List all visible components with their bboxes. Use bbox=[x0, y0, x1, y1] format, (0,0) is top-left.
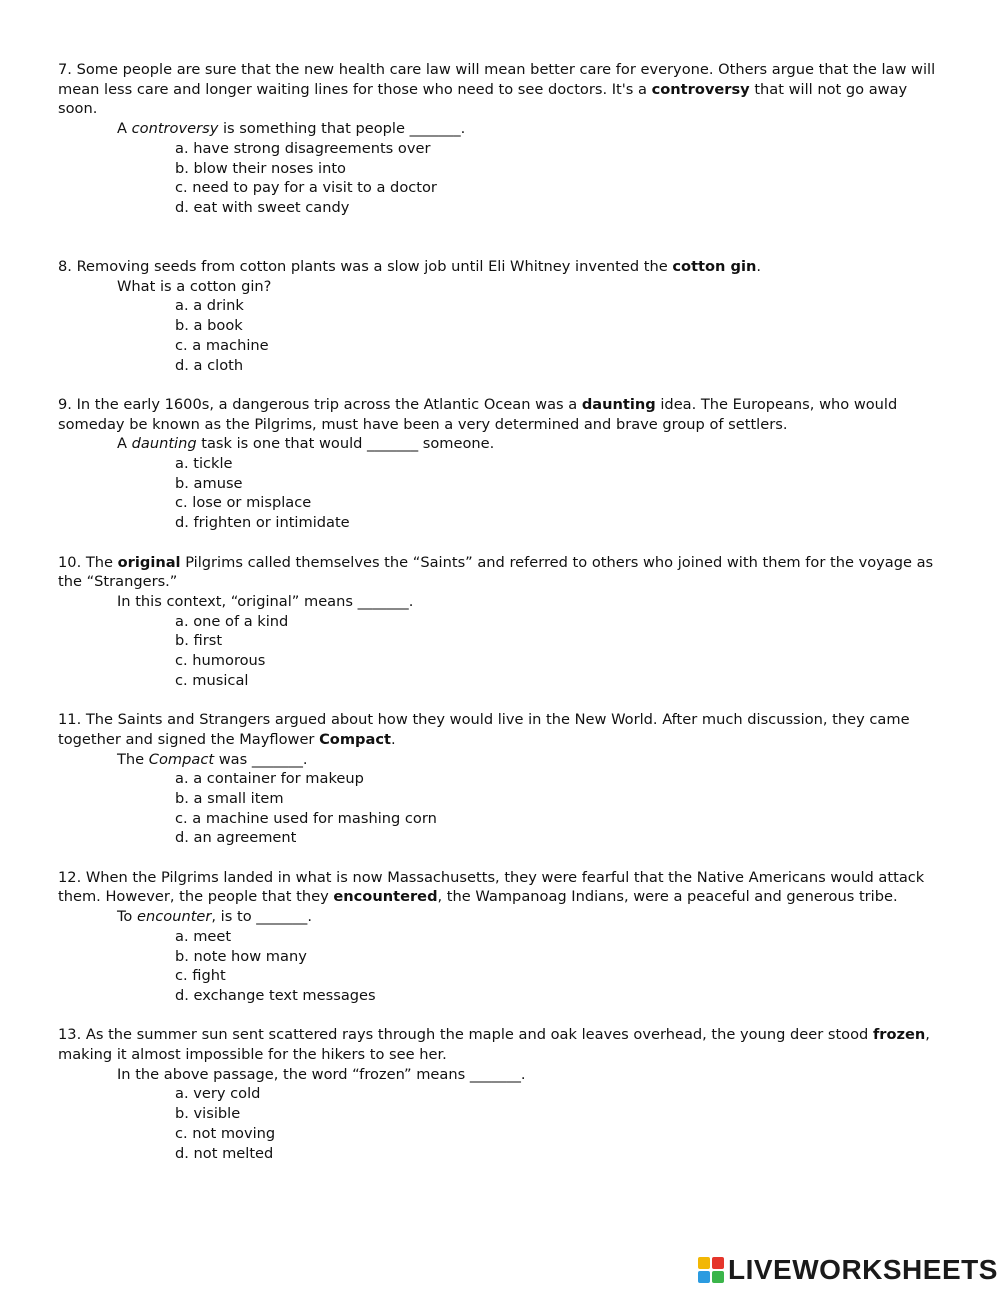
stem-text: 13. As the summer sun sent scattered rays through the maple and oak leaves overhead, the young deer stood bbox=[58, 1026, 873, 1044]
answer-option[interactable]: d. not melted bbox=[175, 1144, 274, 1162]
answer-option[interactable]: b. amuse bbox=[175, 474, 243, 492]
answer-option[interactable]: a. a container for makeup bbox=[175, 770, 364, 788]
answer-option[interactable]: c. not moving bbox=[175, 1124, 276, 1142]
spacer bbox=[58, 848, 938, 868]
key-term: encountered bbox=[333, 888, 438, 906]
question-7 bbox=[58, 60, 938, 218]
answer-options bbox=[58, 454, 938, 533]
liveworksheets-logo-text: LIVEWORKSHEETS bbox=[728, 1254, 998, 1285]
answer-option[interactable]: c. a machine bbox=[175, 336, 269, 354]
answer-option[interactable]: b. a book bbox=[175, 317, 243, 335]
question-8 bbox=[58, 257, 938, 375]
answer-option[interactable]: b. a small item bbox=[175, 789, 284, 807]
stem-text: Pilgrims called themselves the “Saints” and referred to others who joined with them for the voyage as the “Strangers.” bbox=[58, 553, 934, 591]
prompt-text: A bbox=[117, 120, 132, 138]
answer-option[interactable]: a. tickle bbox=[175, 455, 233, 473]
question-prompt bbox=[117, 750, 938, 770]
question-prompt bbox=[117, 1065, 938, 1085]
prompt-text: task is one that would _______ someone. bbox=[196, 435, 495, 453]
answer-option[interactable]: a. one of a kind bbox=[175, 612, 289, 630]
answer-options bbox=[58, 612, 938, 691]
stem-text: 11. The Saints and Strangers argued about how they would live in the New World. After much discussion, they came together and signed the Mayflower bbox=[58, 711, 910, 748]
answer-options bbox=[58, 296, 938, 375]
key-term: daunting bbox=[581, 395, 656, 413]
question-stem bbox=[58, 1025, 938, 1064]
answer-option[interactable]: c. musical bbox=[175, 671, 249, 689]
question-stem bbox=[58, 257, 938, 277]
stem-text: 10. The bbox=[58, 553, 118, 571]
question-stem bbox=[58, 710, 938, 749]
answer-option[interactable]: c. need to pay for a visit to a doctor bbox=[175, 179, 437, 197]
italic-term: Compact bbox=[148, 750, 215, 768]
stem-text: 12. When the Pilgrims landed in what is now Massachusetts, they were fearful that the Native Americans would attack them. However, the people that they bbox=[58, 868, 925, 906]
prompt-text: was _______. bbox=[214, 750, 308, 768]
spacer bbox=[58, 1006, 938, 1026]
liveworksheets-logo bbox=[698, 1255, 998, 1285]
question-10 bbox=[58, 553, 938, 691]
answer-options bbox=[58, 1084, 938, 1163]
answer-option[interactable]: d. an agreement bbox=[175, 829, 297, 847]
question-13 bbox=[58, 1025, 938, 1163]
key-term: controversy bbox=[651, 80, 750, 98]
answer-option[interactable]: d. eat with sweet candy bbox=[175, 198, 350, 216]
answer-option[interactable]: c. humorous bbox=[175, 652, 266, 670]
answer-option[interactable]: b. blow their noses into bbox=[175, 159, 346, 177]
question-stem bbox=[58, 553, 938, 592]
answer-option[interactable]: c. a machine used for mashing corn bbox=[175, 809, 437, 827]
answer-option[interactable]: d. exchange text messages bbox=[175, 986, 376, 1004]
question-stem bbox=[58, 868, 938, 907]
spacer bbox=[58, 533, 938, 553]
prompt-text: , is to _______. bbox=[211, 908, 312, 926]
answer-option[interactable]: c. fight bbox=[175, 967, 226, 985]
answer-options bbox=[58, 927, 938, 1006]
answer-option[interactable]: c. lose or misplace bbox=[175, 494, 312, 512]
key-term: Compact bbox=[319, 730, 391, 748]
answer-option[interactable]: a. have strong disagreements over bbox=[175, 139, 431, 157]
key-term: original bbox=[117, 553, 181, 571]
italic-term: daunting bbox=[131, 435, 197, 453]
stem-text: 7. Some people are sure that the new health care law will mean better care for everyone. Others argue that the law will mean less care and longer waiting lines for those who need to see doctors. It's a bbox=[58, 61, 936, 98]
question-prompt bbox=[117, 277, 938, 297]
answer-option[interactable]: d. a cloth bbox=[175, 356, 244, 374]
question-12 bbox=[58, 868, 938, 1006]
italic-term: controversy bbox=[131, 120, 219, 138]
worksheet bbox=[58, 60, 938, 1163]
italic-term: encounter bbox=[137, 908, 212, 926]
prompt-text: In this context, “original” means _______. bbox=[117, 592, 414, 610]
answer-option[interactable]: a. very cold bbox=[175, 1085, 261, 1103]
answer-option[interactable]: d. frighten or intimidate bbox=[175, 514, 350, 532]
question-9 bbox=[58, 395, 938, 533]
spacer bbox=[58, 218, 938, 257]
answer-options bbox=[58, 139, 938, 218]
question-11 bbox=[58, 710, 938, 848]
answer-option[interactable]: b. note how many bbox=[175, 947, 307, 965]
prompt-text: A bbox=[117, 435, 132, 453]
prompt-text: is something that people _______. bbox=[218, 120, 466, 138]
answer-options bbox=[58, 769, 938, 848]
key-term: cotton gin bbox=[672, 258, 757, 276]
stem-text: 8. Removing seeds from cotton plants was a slow job until Eli Whitney invented the bbox=[58, 258, 673, 276]
stem-text: . bbox=[390, 730, 396, 748]
logo-square-1 bbox=[698, 1257, 710, 1269]
key-term: frozen bbox=[872, 1026, 926, 1044]
stem-text: , the Wampanoag Indians, were a peaceful and generous tribe. bbox=[437, 888, 898, 906]
stem-text: that will not go away soon. bbox=[58, 80, 908, 118]
question-stem bbox=[58, 395, 938, 434]
answer-option[interactable]: b. visible bbox=[175, 1105, 241, 1123]
question-stem bbox=[58, 60, 938, 119]
question-prompt bbox=[117, 907, 938, 927]
prompt-text: What is a cotton gin? bbox=[117, 277, 272, 295]
stem-text: , making it almost impossible for the hikers to see her. bbox=[58, 1026, 930, 1064]
logo-square-3 bbox=[698, 1271, 710, 1283]
answer-option[interactable]: b. first bbox=[175, 632, 223, 650]
spacer bbox=[58, 690, 938, 710]
stem-text: 9. In the early 1600s, a dangerous trip across the Atlantic Ocean was a bbox=[58, 395, 582, 413]
spacer bbox=[58, 375, 938, 395]
question-prompt bbox=[117, 592, 938, 612]
stem-text: idea. The Europeans, who would someday be known as the Pilgrims, must have been a very determined and brave group of settlers. bbox=[58, 395, 898, 433]
prompt-text: The bbox=[117, 750, 149, 768]
question-prompt bbox=[117, 119, 938, 139]
prompt-text: In the above passage, the word “frozen” means _______. bbox=[117, 1065, 526, 1083]
answer-option[interactable]: a. a drink bbox=[175, 297, 244, 315]
stem-text: . bbox=[756, 258, 761, 276]
prompt-text: To bbox=[117, 908, 138, 926]
liveworksheets-logo-icon bbox=[698, 1257, 724, 1283]
logo-square-4 bbox=[712, 1271, 724, 1283]
question-prompt bbox=[117, 434, 938, 454]
answer-option[interactable]: a. meet bbox=[175, 927, 232, 945]
logo-square-2 bbox=[712, 1257, 724, 1269]
